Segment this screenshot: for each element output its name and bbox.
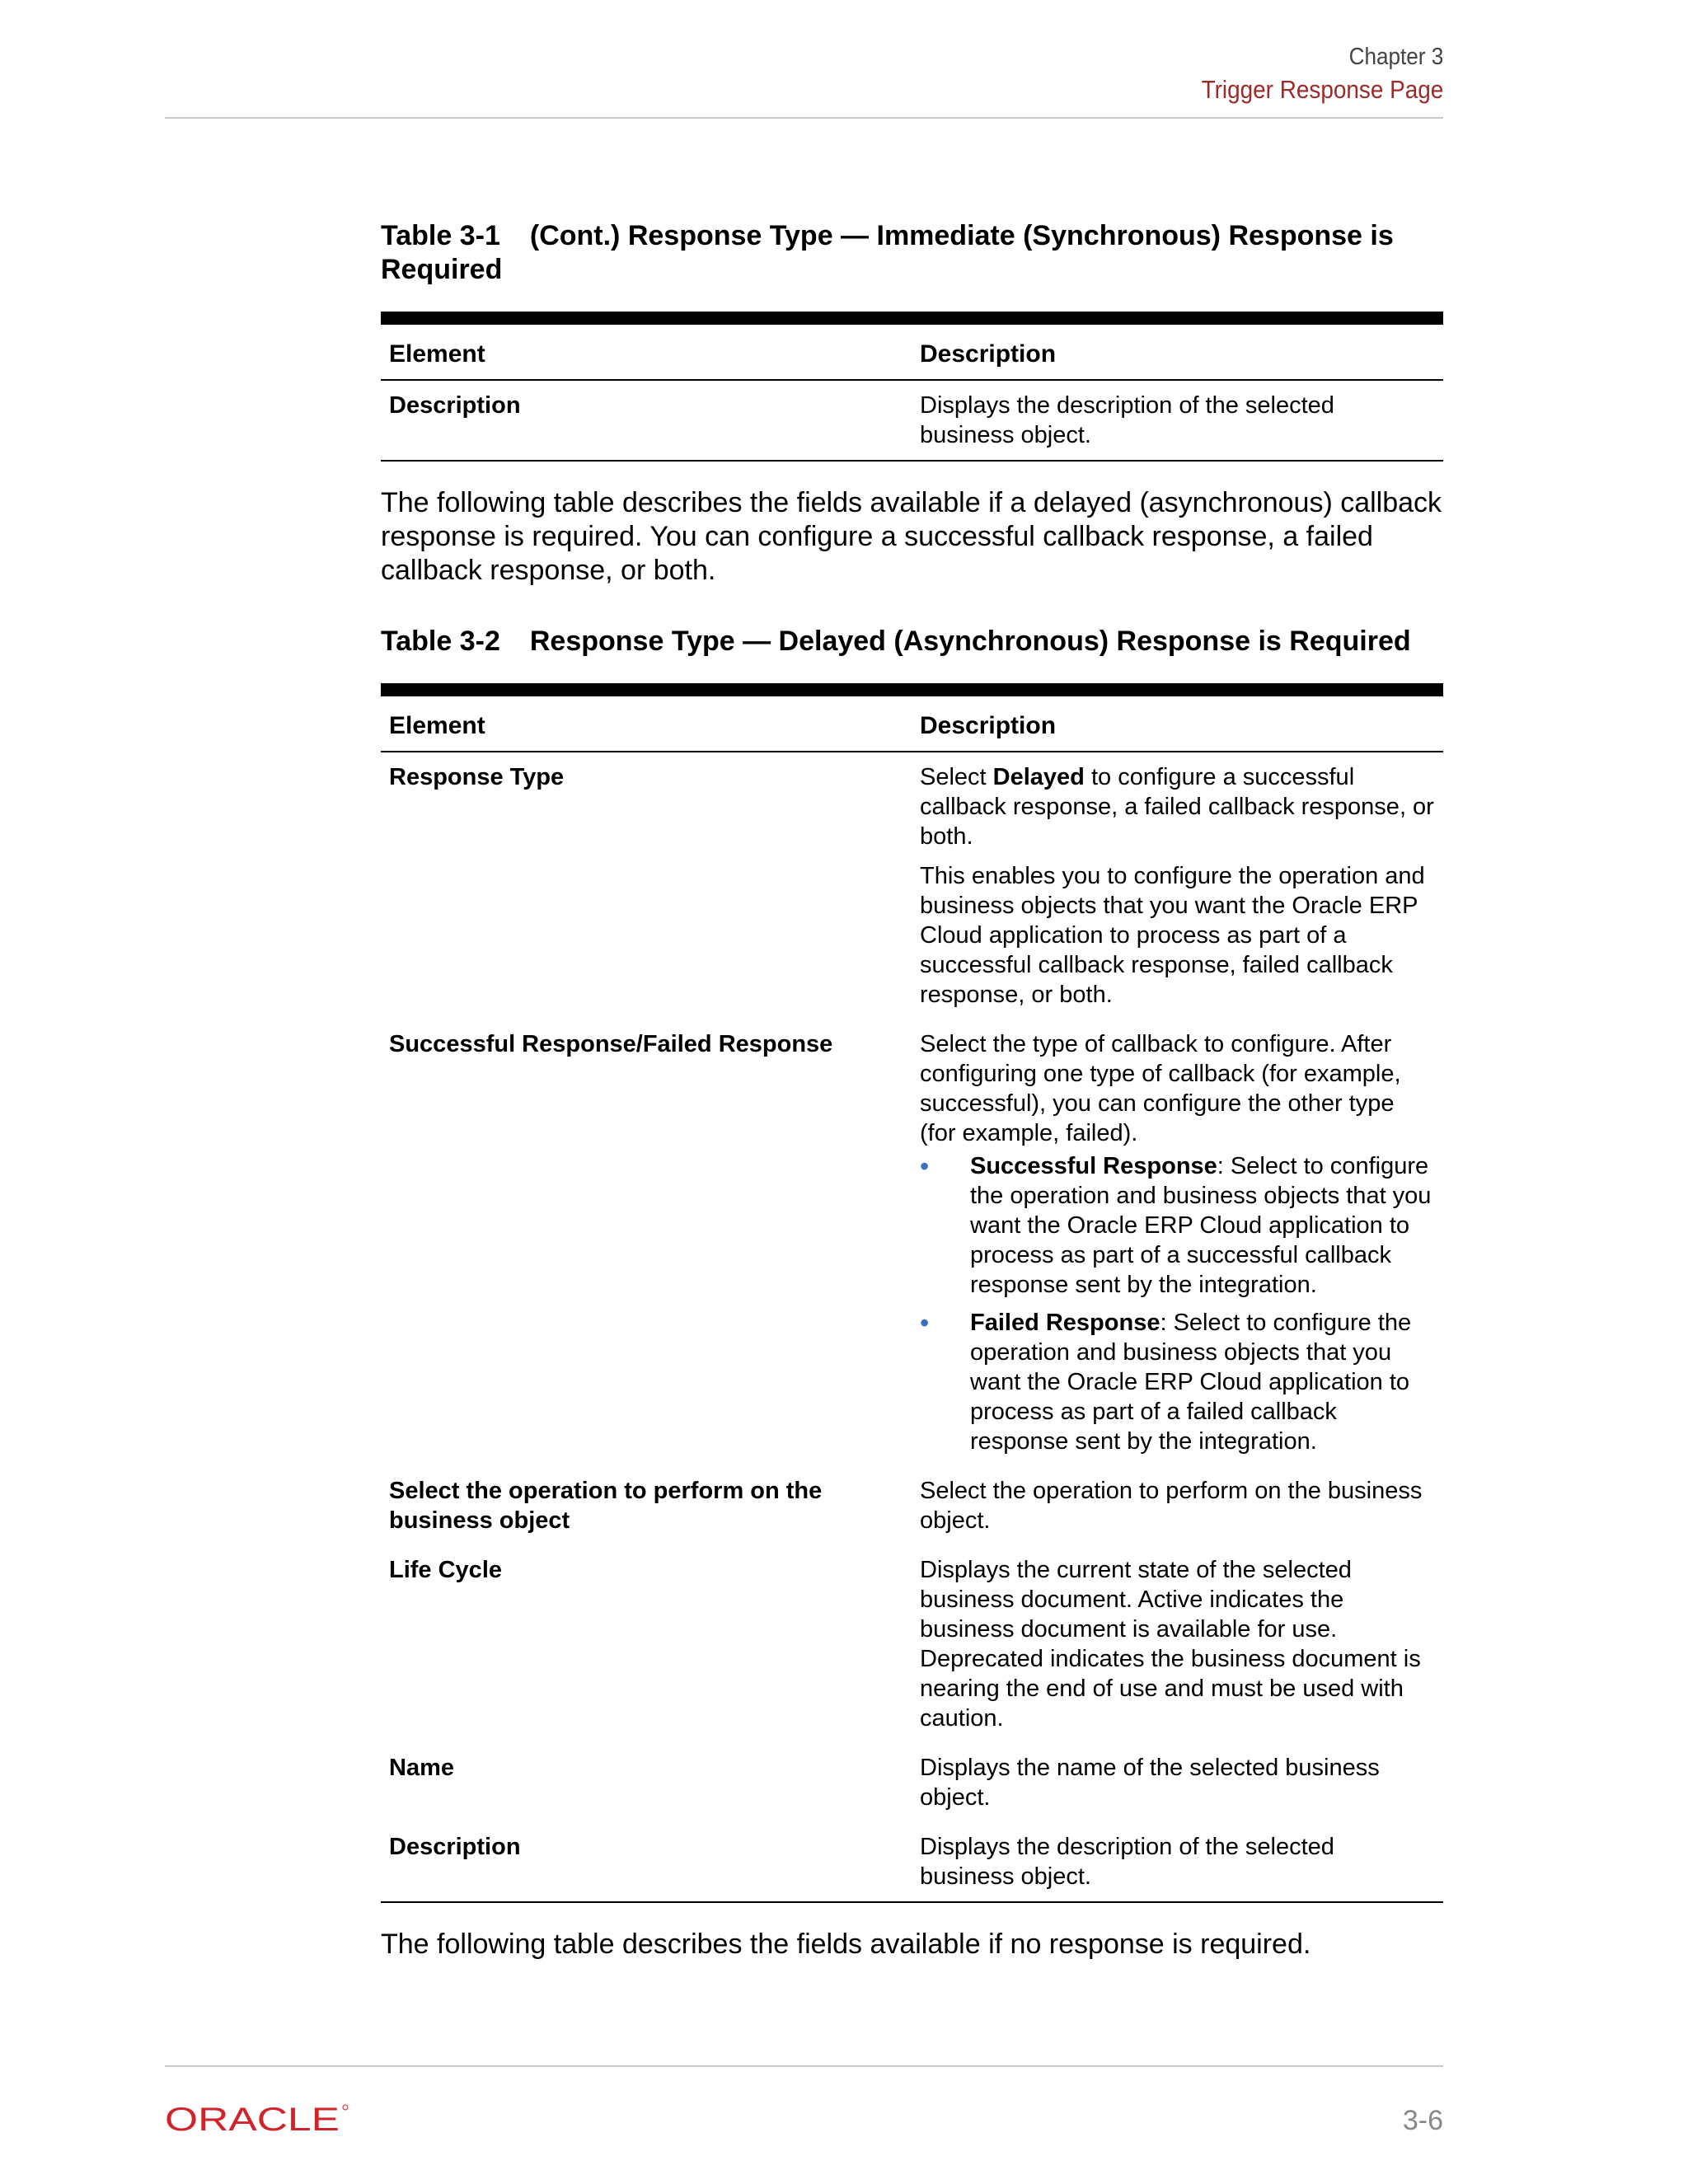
table-row: [381, 1743, 1443, 1822]
row-element: Successful Response/Failed Response: [389, 1031, 833, 1057]
emphasis: Failed Response: [970, 1310, 1160, 1336]
table-2-caption: [381, 625, 1443, 658]
oracle-logo-icon: [165, 2103, 349, 2136]
bullet-list: [920, 1151, 1435, 1456]
header-divider: [165, 117, 1443, 119]
text-run: : Select to configure the operation and business objects that you want the Oracle ERP Cloud application to process as part of a failed callback response sent by the integration.: [970, 1310, 1412, 1455]
table-2-title: Response Type — Delayed (Asynchronous) Response is Required: [529, 626, 1411, 657]
row-element: Description: [389, 1834, 521, 1860]
table-1: [381, 312, 1443, 462]
table-1-caption: [381, 219, 1443, 287]
bullet-icon: •: [920, 1151, 930, 1181]
row-element: Description: [389, 392, 521, 419]
table-2: [381, 683, 1443, 1903]
row-description: Select the operation to perform on the business object.: [920, 1478, 1423, 1534]
row-description: [912, 1019, 1443, 1466]
description-paragraph: [920, 762, 1435, 851]
row-description: Displays the name of the selected business object.: [920, 1755, 1380, 1811]
col-header-description: Description: [912, 318, 1443, 380]
table-row: [381, 380, 1443, 461]
table-1-number: Table 3-1: [381, 220, 500, 251]
table-row: [381, 1545, 1443, 1743]
page-number: 3-6: [1402, 2105, 1443, 2136]
list-item: [920, 1151, 1435, 1300]
closing-paragraph: The following table describes the fields available if no response is required.: [381, 1929, 1311, 1960]
chapter-label: Chapter 3: [1348, 44, 1443, 70]
row-element: Response Type: [389, 764, 565, 790]
row-description: Displays the description of the selected business object.: [920, 1834, 1334, 1890]
logo-text: ORACLE: [165, 2103, 340, 2136]
emphasis: Successful Response: [970, 1153, 1217, 1179]
row-description: Displays the current state of the selected business document. Active indicates the business document is available for use. Deprecated indicates the business document is nearing the end of use and must be used with caution.: [920, 1557, 1421, 1732]
main-content: [381, 219, 1443, 1961]
text-run: : Select to configure the operation and business objects that you want the Oracle ERP Cloud application to process as part of a successful callback response sent by the integration.: [970, 1153, 1432, 1298]
table-1-title: (Cont.) Response Type — Immediate (Synchronous) Response is Required: [381, 220, 1394, 285]
col-header-element: Element: [381, 690, 912, 752]
col-header-description: Description: [912, 690, 1443, 752]
list-item: [920, 1308, 1435, 1456]
row-description: [912, 752, 1443, 1019]
section-title: Trigger Response Page: [1201, 75, 1443, 104]
text-run: Select: [920, 764, 993, 790]
description-paragraph: Select the type of callback to configure. After configuring one type of callback (for example, successful), you can configure the other type (for example, failed).: [920, 1031, 1401, 1146]
table-row: [381, 1019, 1443, 1466]
col-header-element: Element: [381, 318, 912, 380]
table-row: [381, 752, 1443, 1019]
row-description: Displays the description of the selected business object.: [920, 392, 1334, 448]
footer-divider: [165, 2065, 1443, 2067]
description-paragraph: This enables you to configure the operation and business objects that you want the Oracle ERP Cloud application to process as part of a successful callback response, failed callback response, or both.: [920, 863, 1425, 1008]
table-row: [381, 1466, 1443, 1545]
table-row: [381, 1822, 1443, 1902]
emphasis: Delayed: [992, 764, 1085, 790]
intro-paragraph: The following table describes the fields available if a delayed (asynchronous) callback response is required. You can configure a successful callback response, a failed callback response, or both.: [381, 487, 1442, 586]
bullet-icon: •: [920, 1308, 930, 1338]
table-2-number: Table 3-2: [381, 626, 500, 657]
row-element: Name: [389, 1755, 454, 1781]
text-run: to configure a successful callback response, a failed callback response, or both.: [920, 764, 1434, 850]
row-element: Life Cycle: [389, 1557, 502, 1583]
page-header: [1175, 41, 1443, 107]
table-header-row: [381, 690, 1443, 752]
table-header-row: [381, 318, 1443, 380]
row-element: Select the operation to perform on the business object: [389, 1478, 823, 1534]
